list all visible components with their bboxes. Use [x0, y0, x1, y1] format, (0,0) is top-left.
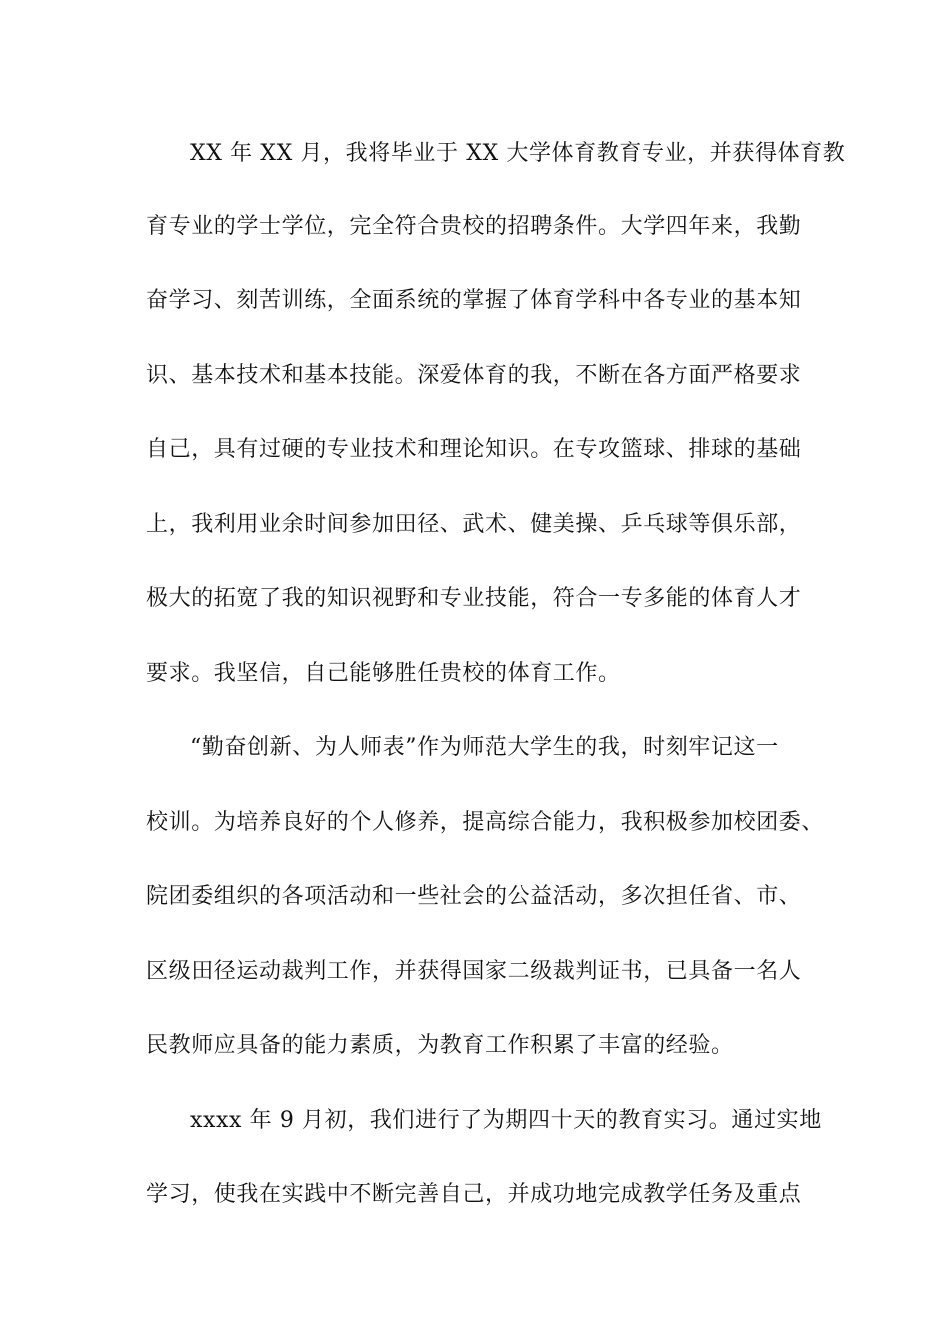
paragraph-2-line-5: 民教师应具备的能力素质，为教育工作积累了丰富的经验。	[146, 1033, 734, 1058]
paragraph-3-line-1: xxxx 年 9 月初，我们进行了为期四十天的教育实习。通过实地	[190, 1108, 822, 1133]
paragraph-1-line-8: 要求。我坚信，自己能够胜任贵校的体育工作。	[146, 661, 621, 686]
paragraph-2-line-1: “勤奋创新、为人师表”作为师范大学生的我，时刻牢记这一	[190, 735, 779, 760]
paragraph-3-line-2: 学习，使我在实践中不断完善自己，并成功地完成教学任务及重点	[146, 1182, 802, 1207]
paragraph-1-line-2: 育专业的学士学位，完全符合贵校的招聘条件。大学四年来，我勤	[146, 214, 802, 239]
paragraph-1-line-7: 极大的拓宽了我的知识视野和专业技能，符合一专多能的体育人才	[146, 586, 802, 611]
paragraph-2-line-4: 区级田径运动裁判工作，并获得国家二级裁判证书，已具备一名人	[146, 959, 802, 984]
paragraph-1-line-1: XX 年 XX 月，我将毕业于 XX 大学体育教育专业，并获得体育教	[190, 141, 846, 166]
paragraph-1-line-6: 上，我利用业余时间参加田径、武术、健美操、乒乓球等俱乐部，	[146, 512, 802, 537]
paragraph-1-line-5: 自己，具有过硬的专业技术和理论知识。在专攻篮球、排球的基础	[146, 437, 802, 462]
paragraph-2-line-3: 院团委组织的各项活动和一些社会的公益活动，多次担任省、市、	[146, 884, 802, 909]
paragraph-1-line-4: 识、基本技术和基本技能。深爱体育的我，不断在各方面严格要求	[146, 363, 802, 388]
paragraph-1-line-3: 奋学习、刻苦训练，全面系统的掌握了体育学科中各专业的基本知	[146, 288, 802, 313]
paragraph-2-line-2: 校训。为培养良好的个人修养，提高综合能力，我积极参加校团委、	[146, 810, 825, 835]
